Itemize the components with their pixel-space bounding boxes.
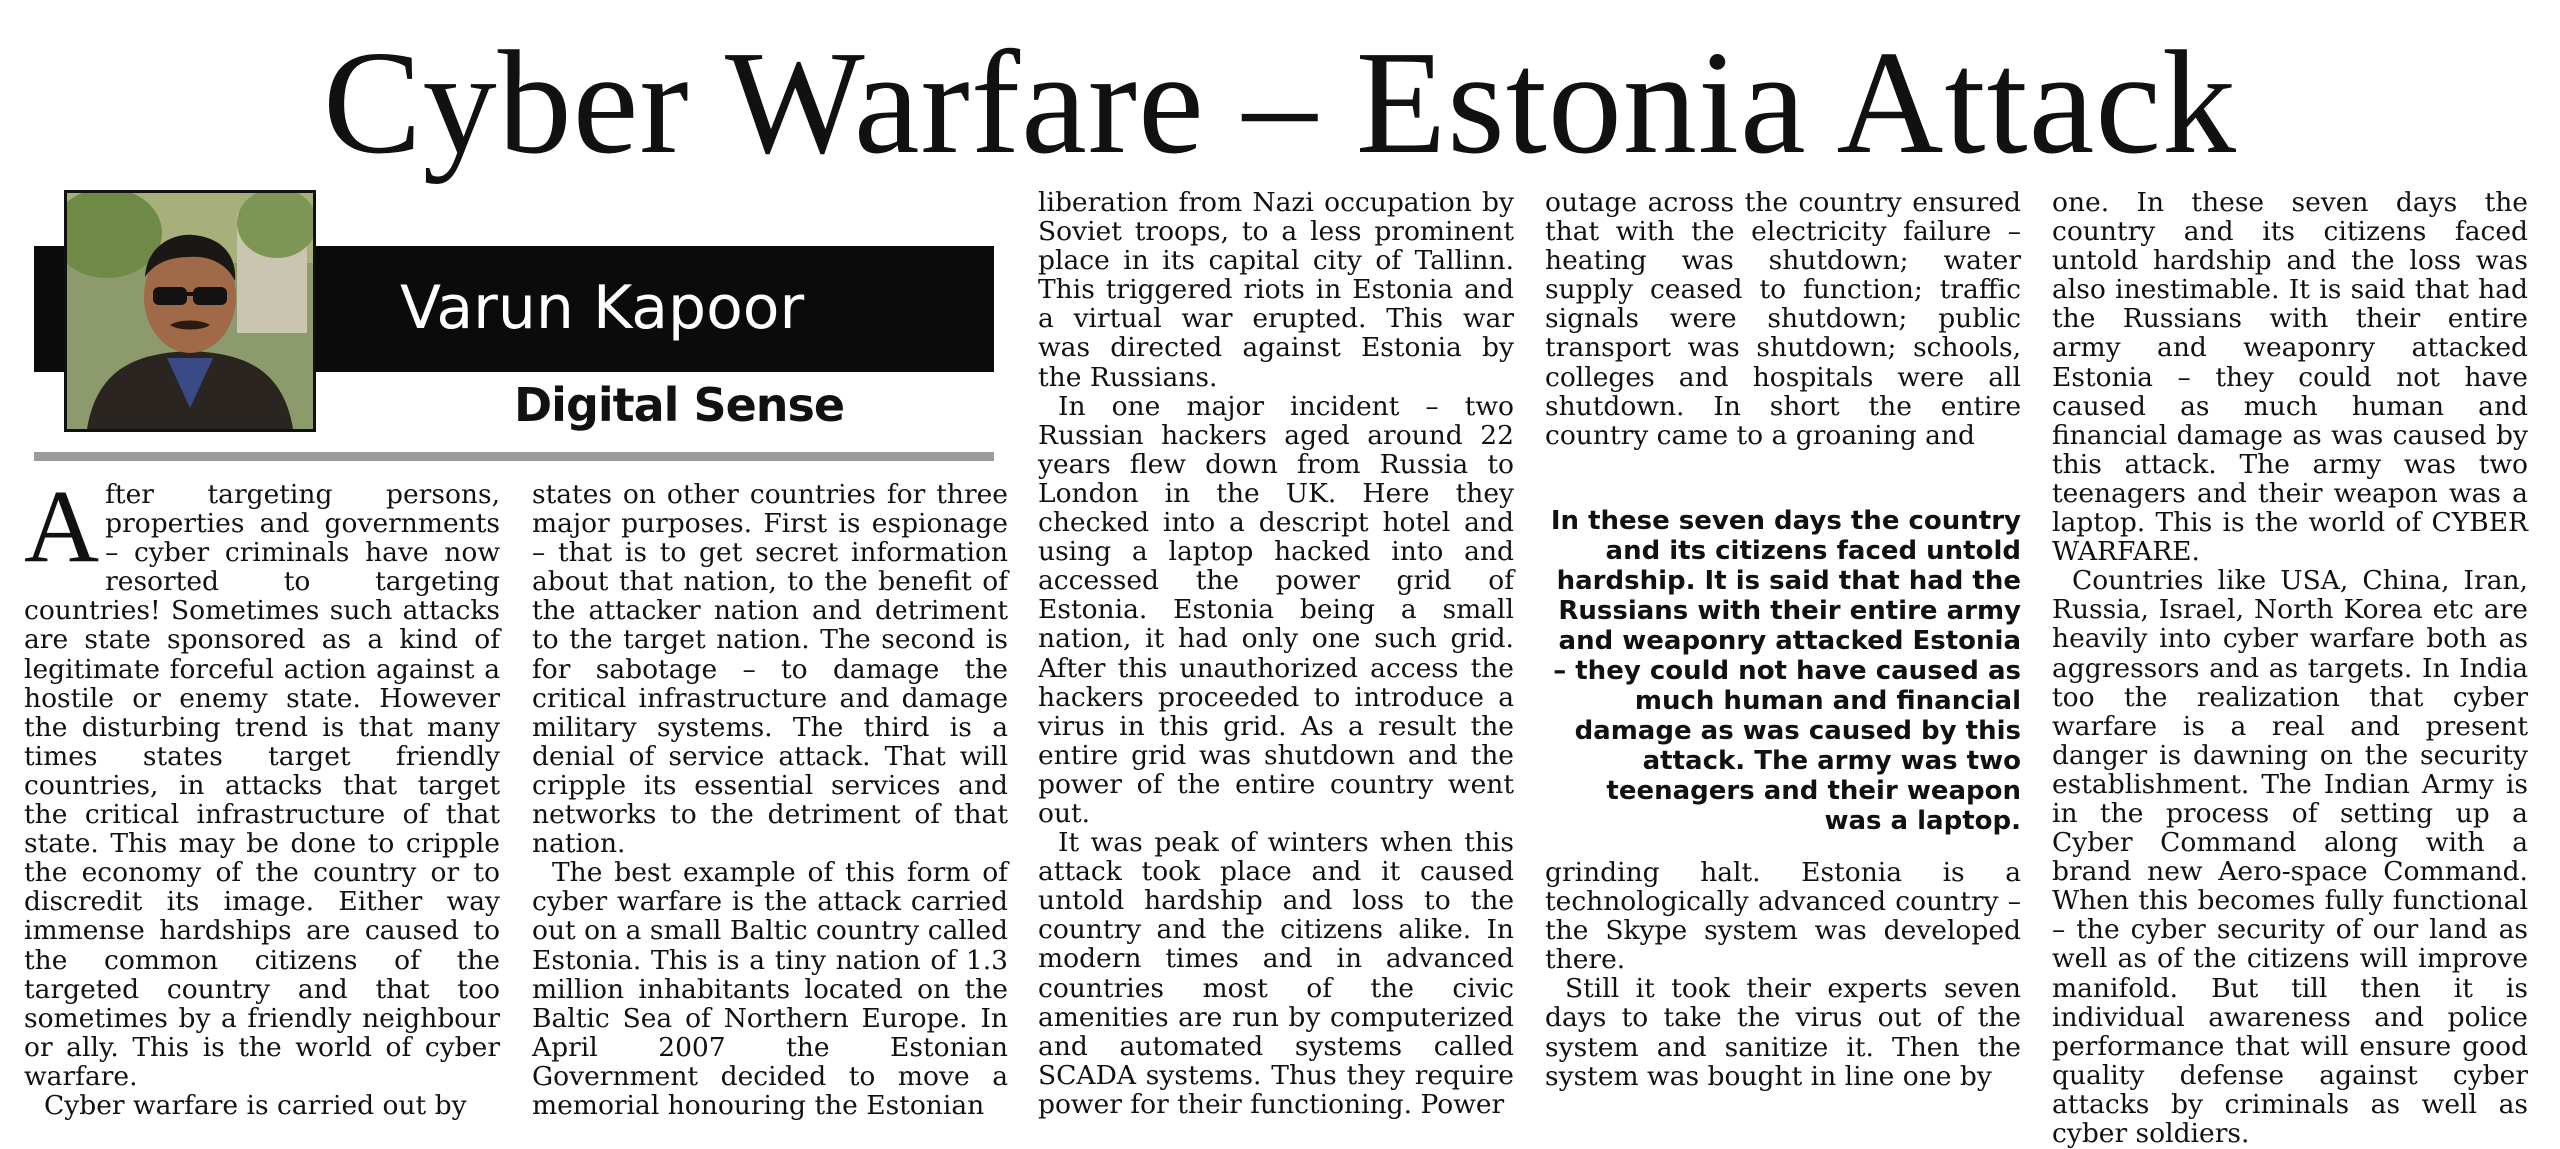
- paragraph: The best example of this form of cyber warfare is the attack carried out on a small Baltic country called Estonia. This is a tiny nation of 1.3 million inhabitants located on the Baltic Sea of Northern Europe. In April 2007 the Estonian Government decided to move a memorial honouring the Estonian: [532, 857, 1008, 1121]
- author-name: Varun Kapoor: [400, 273, 805, 343]
- article-column-2: [532, 480, 1008, 1120]
- pull-quote: In these seven days the country and its citizens faced untold hardship. It is said that had the Russians with their entire army and weaponry attacked Estonia – they could not have caused as much human and financial damage as was caused by this attack. The army was two teenagers and their weapon was a laptop.: [1550, 506, 2021, 836]
- paragraph: grinding halt. Estonia is a technologically advanced country – the Skype system was developed there.: [1545, 857, 2021, 976]
- section-rule: [34, 452, 994, 461]
- paragraph: states on other countries for three major purposes. First is espionage – that is to get secret information about that nation, to the benefit of the attacker nation and detriment to the target nation. The second is for sabotage – to damage the critical infrastructure and damage military systems. The third is a denial of service attack. That will cripple its essential services and networks to the detriment of that nation.: [532, 479, 1008, 860]
- article-column-5: [2052, 188, 2528, 1148]
- column-name: Digital Sense: [514, 378, 845, 432]
- paragraph: outage across the country ensured that with the electricity failure – heating was shutdown; water supply ceased to function; traffic signals were shutdown; public transport was shutdown; schools, colleges and hospitals were all shutdown. In short the entire country came to a groaning and: [1545, 187, 2021, 451]
- article-column-3: [1038, 188, 1514, 1119]
- paragraph: In one major incident – two Russian hackers aged around 22 years flew down from Russia to London in the UK. Here they checked into a descript hotel and using a laptop hacked into and accessed the power grid of Estonia. Estonia being a small nation, it had only one such grid. After this unauthorized access the hackers proceeded to introduce a virus in this grid. As a result the entire grid was shutdown and the power of the entire country went out.: [1038, 390, 1514, 829]
- headline: Cyber Warfare – Estonia Attack: [322, 21, 2238, 185]
- article-column-1: [24, 469, 500, 1121]
- article-column-4-top: [1545, 188, 2021, 450]
- paragraph: one. In these seven days the country and its citizens faced untold hardship and the loss was also inestimable. It is said that had the Russians with their entire army and weaponry attacked Estonia – they could not have caused as much human and financial damage as was caused by this attack. The army was two teenagers and their weapon was a laptop. This is the world of CYBER WARFARE.: [2052, 187, 2528, 568]
- paragraph: It was peak of winters when this attack took place and it caused untold hardship and loss to the country and the citizens alike. In modern times and in advanced countries most of the civic amenities are run by computerized and automated systems called SCADA systems. Thus they require power for their functioning. Power: [1038, 827, 1514, 1120]
- paragraph: Still it took their experts seven days to take the virus out of the system and sanitize it. Then the system was bought in line one by: [1545, 973, 2021, 1092]
- paragraph: After targeting persons, properties and governments – cyber criminals have now resorted to targeting countries! Sometimes such attacks are state sponsored as a kind of legitimate forceful action against a hostile or enemy state. However the disturbing trend is that many times states target friendly countries, in attacks that target the critical infrastructure of that state. This may be done to cripple the economy of the country or to discredit its image. Either way immense hardships are caused to the common citizens of the targeted country and that too sometimes by a friendly neighbour or ally. This is the world of cyber warfare.: [24, 469, 500, 1092]
- paragraph: Cyber warfare is carried out by: [44, 1089, 467, 1121]
- drop-cap: A: [24, 469, 100, 584]
- paragraph: Countries like USA, China, Iran, Russia, Israel, North Korea etc are heavily into cyber warfare both as aggressors and as targets. In India too the realization that cyber warfare is a real and present danger is dawning on the security establishment. The Indian Army is in the process of setting up a Cyber Command along with a brand new Aero-space Command. When this becomes fully functional – the cyber security of our land as well as of the citizens will improve manifold. But till then it is individual awareness and police performance that will ensure good quality defense against cyber attacks by criminals as well as cyber soldiers.: [2052, 565, 2528, 1149]
- author-portrait-icon: [64, 190, 316, 432]
- paragraph: liberation from Nazi occupation by Soviet troops, to a less prominent place in its capital city of Tallinn. This triggered riots in Estonia and a virtual war erupted. This war was directed against Estonia by the Russians.: [1038, 187, 1514, 393]
- article-column-4-bottom: [1545, 858, 2021, 1091]
